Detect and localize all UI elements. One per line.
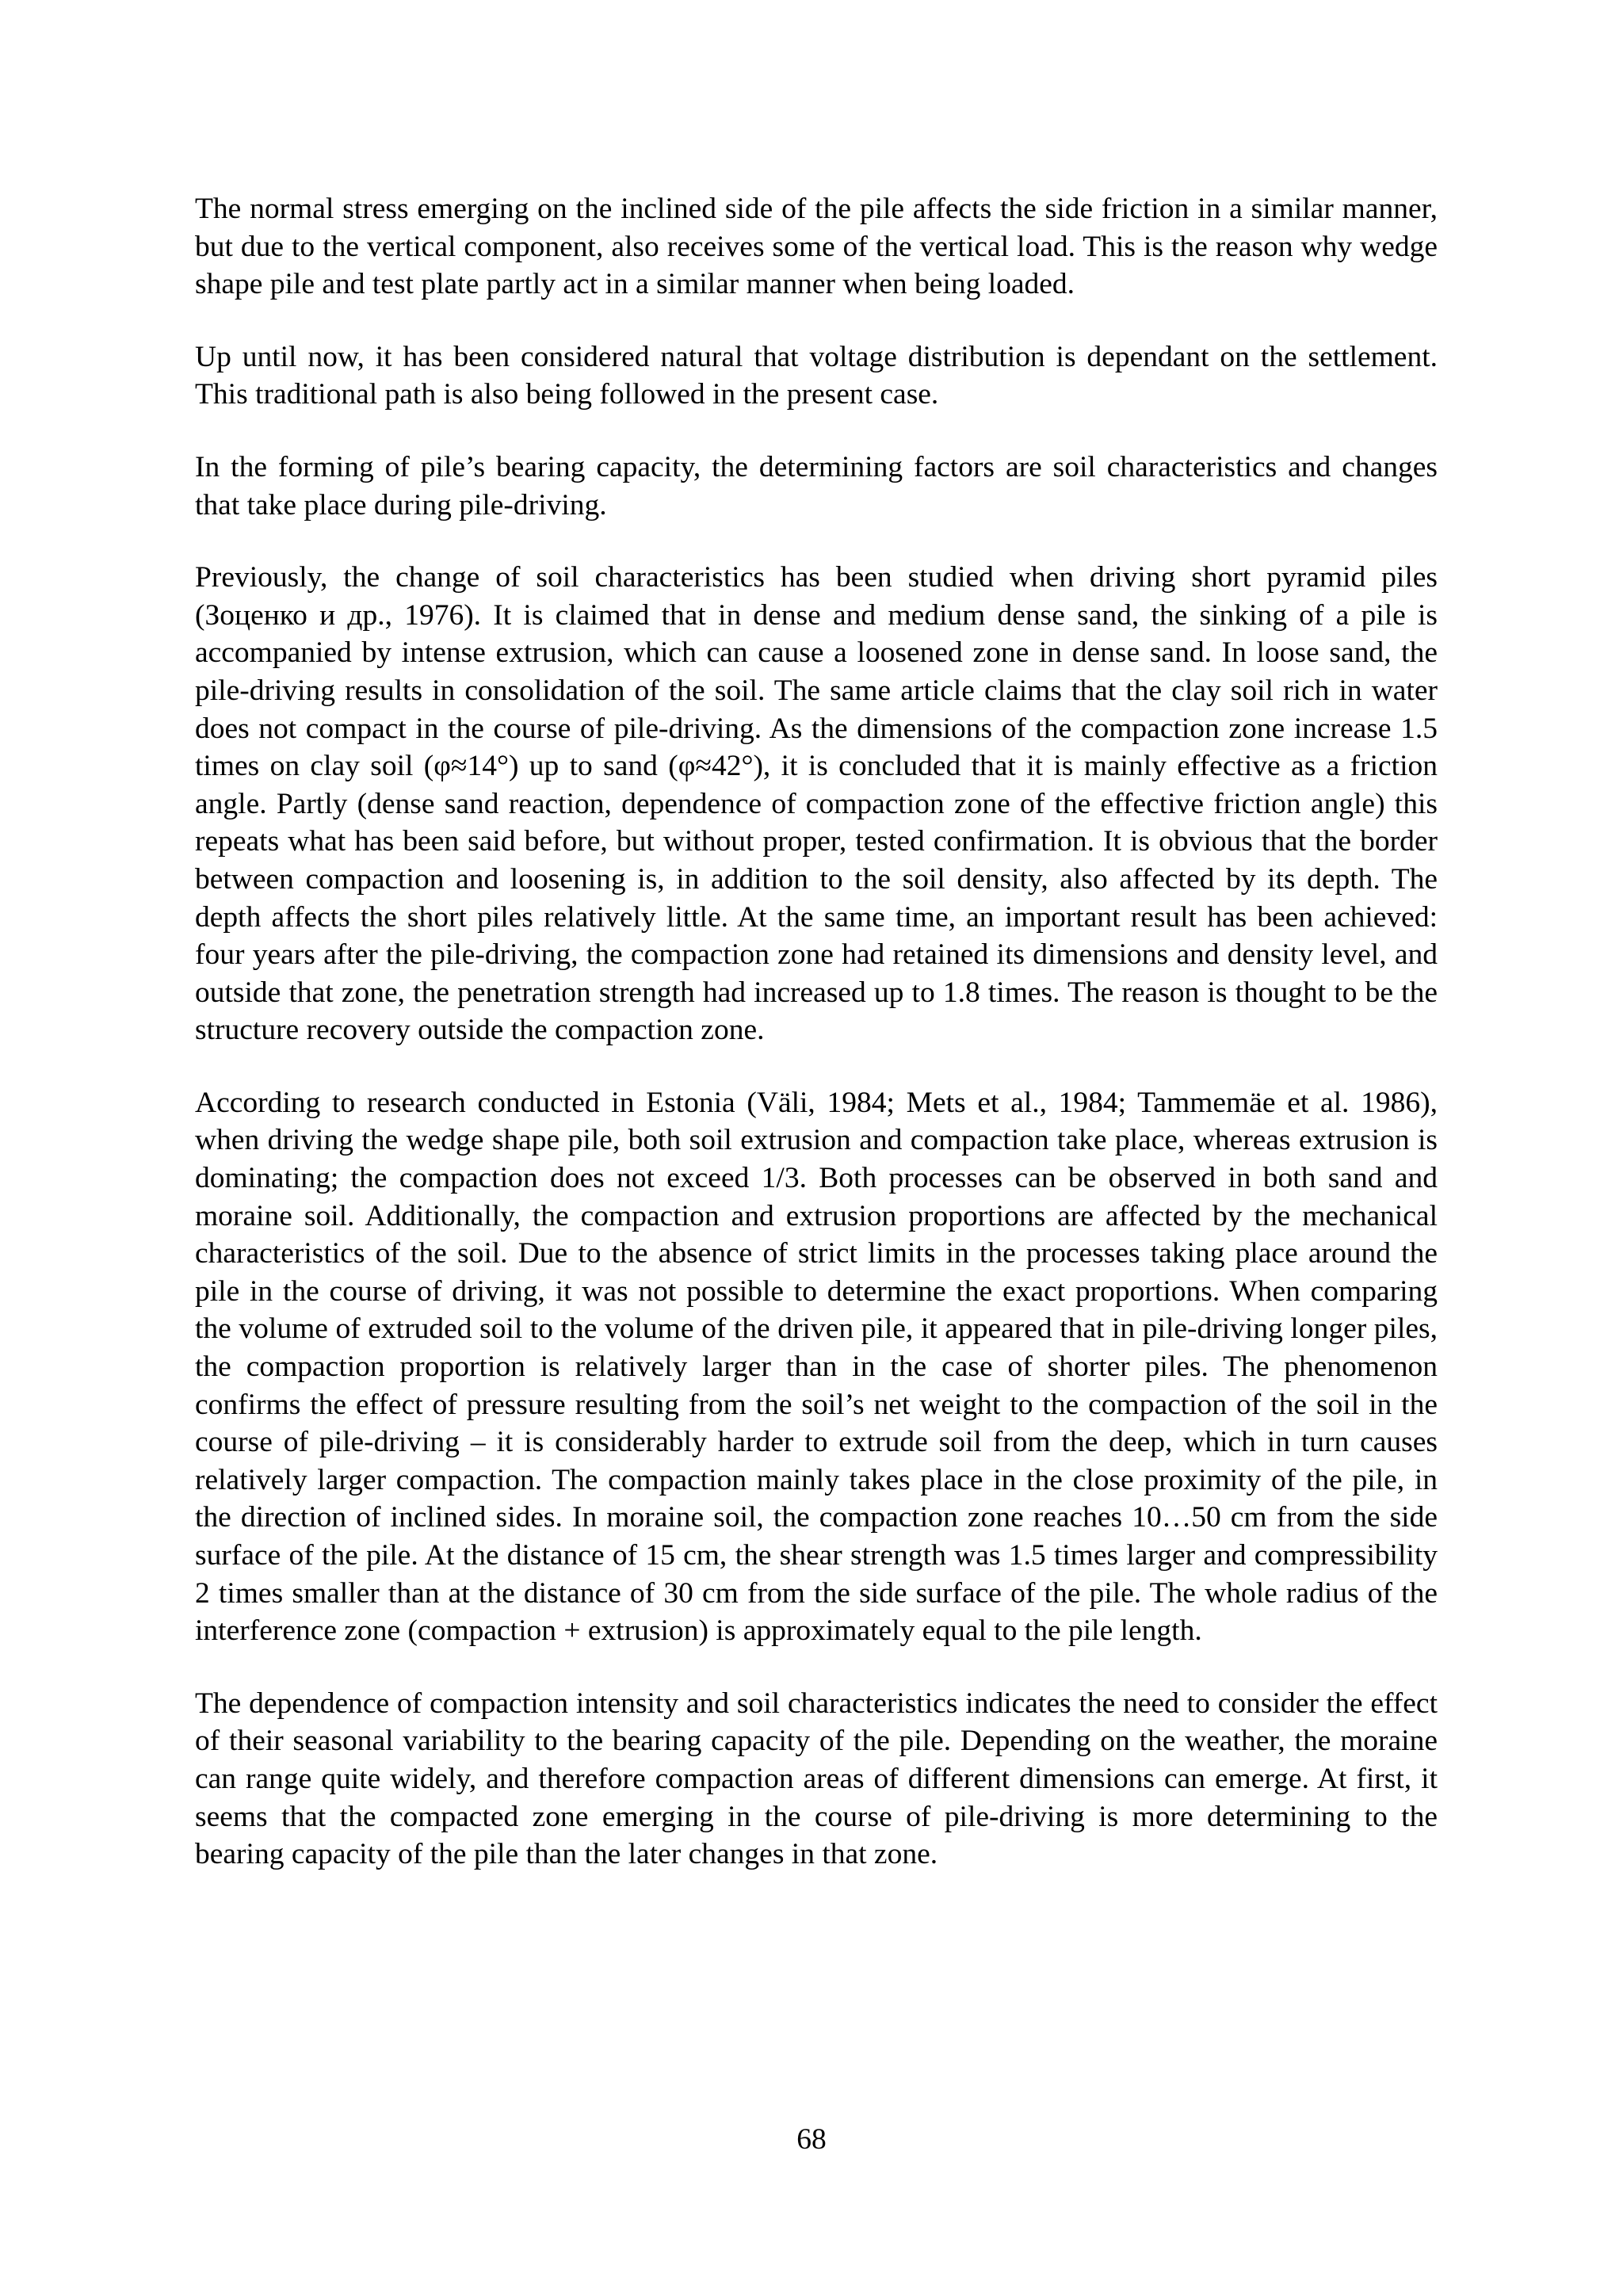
paragraph-normal-stress: The normal stress emerging on the inclined side of the pile affects the side friction in a similar manner, but due to the vertical component, also receives some of the vertical load. This is the reason why wedge shape pile and test plate partly act in a similar manner when being loaded. — [195, 193, 1438, 301]
paragraph-bearing-capacity: In the forming of pile’s bearing capacity, the determining factors are soil characteristics and changes that take place during pile-driving. — [195, 450, 1438, 521]
page-number: 68 — [796, 2123, 827, 2156]
paragraph-voltage-distribution: Up until now, it has been considered natural that voltage distribution is dependant on the settlement. This traditional path is also being followed in the present case. — [195, 340, 1438, 411]
paragraph-seasonal-variability: The dependence of compaction intensity and soil characteristics indicates the need to consider the effect of their seasonal variability to the bearing capacity of the pile. Depending on the weather, the moraine can range quite widely, and therefore compaction areas of different dimensions can emerge. At first, it seems that the compacted zone emerging in the course of pile-driving is more determining to the bearing capacity of the pile than the later changes in that zone. — [195, 1687, 1438, 1871]
body-text — [195, 190, 1438, 1908]
paragraph-estonia-research: According to research conducted in Estonia (Väli, 1984; Mets et al., 1984; Tammemäe et al. 1986), when driving the wedge shape pile, both soil extrusion and compaction take place, whereas extrusion is dominating; the compaction does not exceed 1/3. Both processes can be observed in both sand and moraine soil. Additionally, the compaction and extrusion proportions are affected by the mechanical characteristics of the soil. Due to the absence of strict limits in the processes taking place around the pile in the course of driving, it was not possible to determine the exact proportions. When comparing the volume of extruded soil to the volume of the driven pile, it appeared that in pile-driving longer piles, the compaction proportion is relatively larger than in the case of shorter piles. The phenomenon confirms the effect of pressure resulting from the soil’s net weight to the compaction of the soil in the course of pile-driving – it is considerably harder to extrude soil from the deep, which in turn causes relatively larger compaction. The compaction mainly takes place in the close proximity of the pile, in the direction of inclined sides. In moraine soil, the compaction zone reaches 10…50 cm from the side surface of the pile. At the distance of 15 cm, the shear strength was 1.5 times larger and compressibility 2 times smaller than at the distance of 30 cm from the side surface of the pile. The whole radius of the interference zone (compaction + extrusion) is approximately equal to the pile length. — [195, 1086, 1438, 1648]
paragraph-pyramid-piles: Previously, the change of soil characteristics has been studied when driving short pyramid piles (Зоценко и др., 1976). It is claimed that in dense and medium dense sand, the sinking of a pile is accompanied by intense extrusion, which can cause a loosened zone in dense sand. In loose sand, the pile-driving results in consolidation of the soil. The same article claims that the clay soil rich in water does not compact in the course of pile-driving. As the dimensions of the compaction zone increase 1.5 times on clay soil (φ≈14°) up to sand (φ≈42°), it is concluded that it is mainly effective as a friction angle. Partly (dense sand reaction, dependence of compaction zone of the effective friction angle) this repeats what has been said before, but without proper, tested confirmation. It is obvious that the border between compaction and loosening is, in addition to the soil density, also affected by its depth. The depth affects the short piles relatively little. At the same time, an important result has been achieved: four years after the pile-driving, the compaction zone had retained its dimensions and density level, and outside that zone, the penetration strength had increased up to 1.8 times. The reason is thought to be the structure recovery outside the compaction zone. — [195, 561, 1438, 1047]
